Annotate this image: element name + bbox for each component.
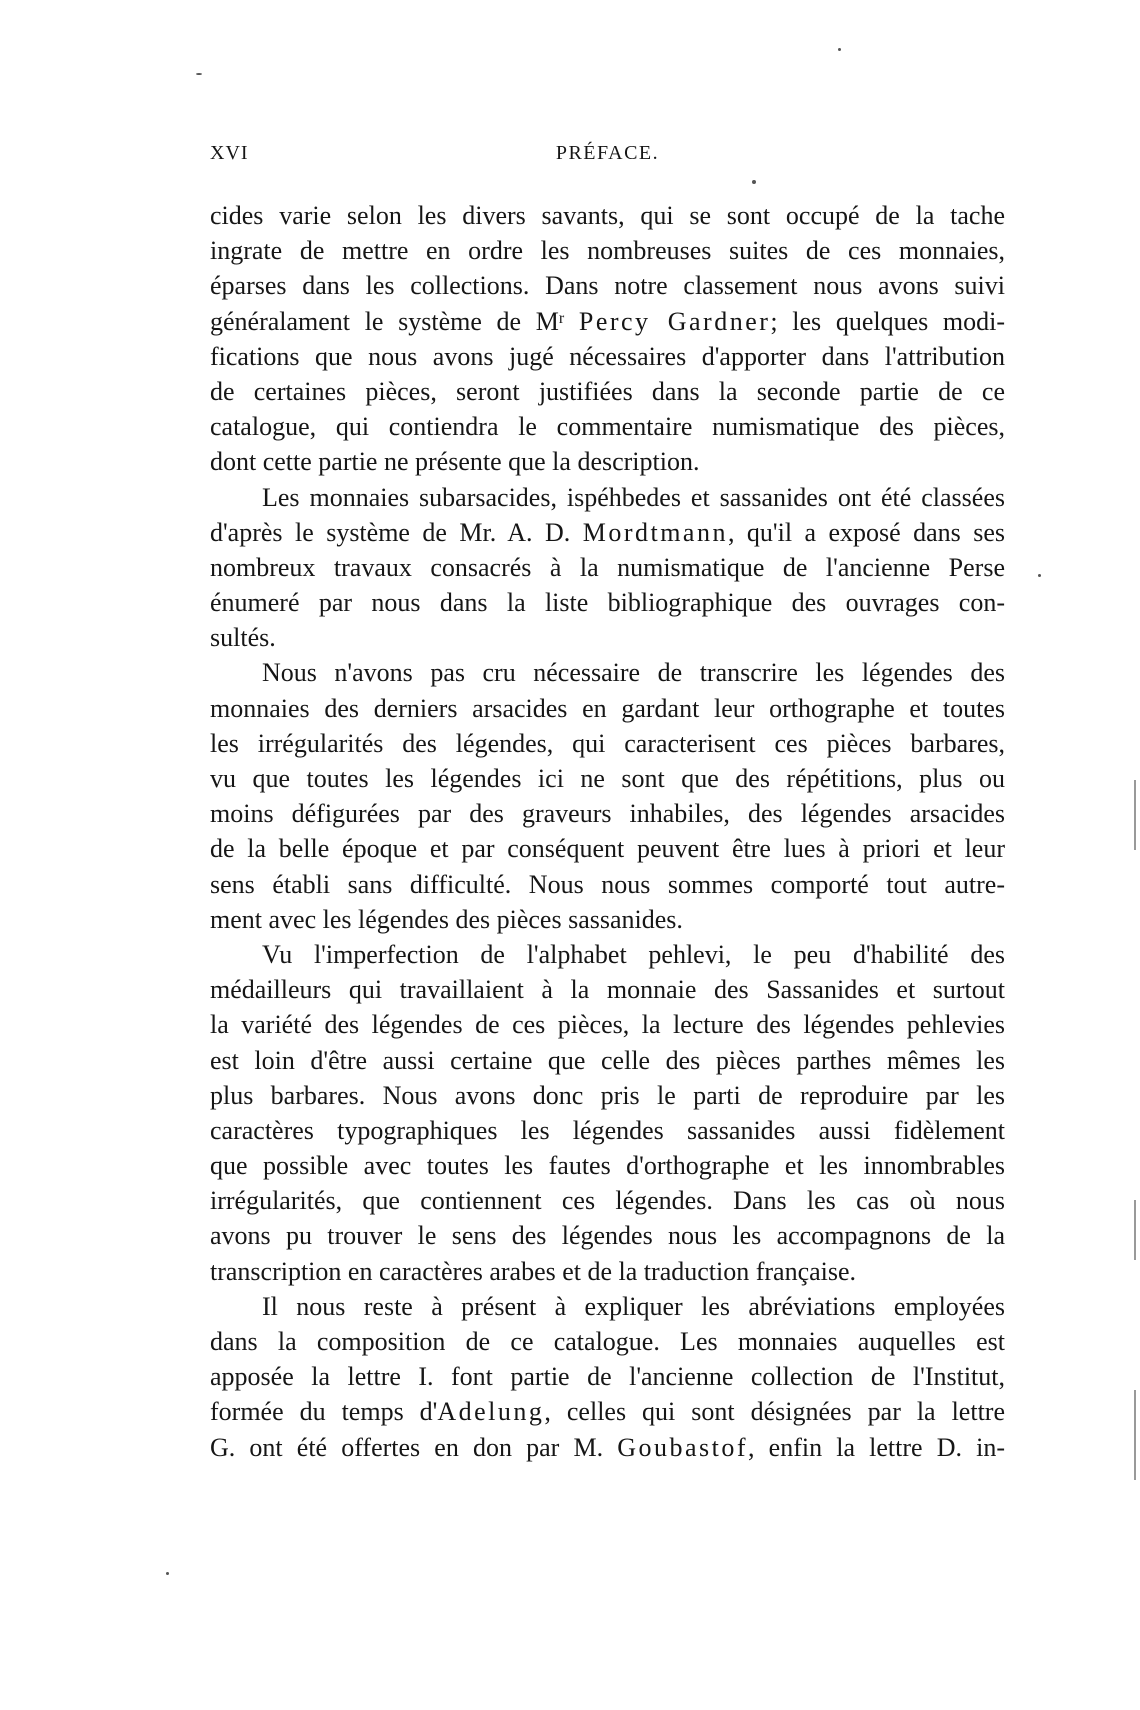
- person-name: Goubastof: [617, 1432, 749, 1462]
- page-edge-mark: [1134, 780, 1136, 850]
- person-name: Adelung: [437, 1397, 545, 1427]
- text-line: vu que toutes les légendes ici ne sont que des répétitions, plus ou: [210, 764, 1005, 793]
- text-line: médailleurs qui travaillaient à la monnaie des Sassanides et surtout: [210, 975, 1005, 1005]
- paragraph-3: [210, 655, 1005, 937]
- scan-speck: [196, 73, 202, 75]
- text-line: [210, 1430, 1005, 1465]
- text-line: [210, 304, 1005, 339]
- text-line: [210, 1394, 1005, 1429]
- text-line: Vu l'imperfection de l'alphabet pehlevi, le peu d'habilité des: [262, 939, 1005, 969]
- text-run: , celles qui sont désignées par la lettre: [544, 1397, 1005, 1427]
- text-line: dans la composition de ce catalogue. Les monnaies auquelles est: [210, 1327, 1005, 1356]
- paragraph-4: [210, 937, 1005, 1289]
- page-edge-mark: [1134, 1200, 1136, 1260]
- text-run: , enfin la lettre D. in-: [748, 1432, 1005, 1462]
- scan-speck: [838, 48, 841, 51]
- text-line: la variété des légendes de ces pièces, la lecture des légendes pehlevies: [210, 1010, 1005, 1040]
- text-line: énumeré par nous dans la liste bibliographique des ouvrages con-: [210, 588, 1005, 618]
- text-line: ingrate de mettre en ordre les nombreuses suites de ces monnaies,: [210, 236, 1005, 266]
- text-run: ; les quelques modi-: [770, 306, 1005, 336]
- text-run: généralament le système de M: [210, 306, 559, 336]
- text-line: monnaies des derniers arsacides en gardant leur orthographe et toutes: [210, 693, 1005, 723]
- paragraph-1: [210, 198, 1005, 480]
- person-name: Mordtmann: [582, 517, 728, 547]
- text-line: Il nous reste à présent à expliquer les abréviations employées: [262, 1291, 1005, 1321]
- text-line: catalogue, qui contiendra le commentaire numismatique des pièces,: [210, 412, 1005, 442]
- scan-speck: [1038, 574, 1041, 577]
- running-title: PRÉFACE.: [555, 142, 660, 164]
- text-line: de certaines pièces, seront justifiées dans la seconde partie de ce: [210, 376, 1005, 406]
- text-line: éparses dans les collections. Dans notre classement nous avons suivi: [210, 271, 1005, 301]
- text-run: , qu'il a exposé dans ses: [727, 517, 1005, 547]
- scan-speck: [166, 1572, 169, 1575]
- text-line: Nous n'avons pas cru nécessaire de transcrire les légendes des: [262, 658, 1005, 688]
- person-name: Percy Gardner: [578, 306, 771, 336]
- text-line: de la belle époque et par conséquent peuvent être lues à priori et leur: [210, 834, 1005, 864]
- text-line: apposée la lettre I. font partie de l'ancienne collection de l'Institut,: [210, 1362, 1005, 1392]
- text-line: est loin d'être aussi certaine que celle des pièces parthes mêmes les: [210, 1045, 1005, 1075]
- text-line: avons pu trouver le sens des légendes nous les accompagnons de la: [210, 1221, 1005, 1251]
- paragraph-2: [210, 480, 1005, 656]
- text-line: plus barbares. Nous avons donc pris le parti de reproduire par les: [210, 1080, 1005, 1110]
- text-line: les irrégularités des légendes, qui caracterisent ces pièces barbares,: [210, 728, 1005, 758]
- text-line: caractères typographiques les légendes sassanides aussi fidèlement: [210, 1115, 1005, 1145]
- paragraph-5: [210, 1289, 1005, 1465]
- text-line: transcription en caractères arabes et de la traduction française.: [210, 1256, 857, 1286]
- text-line: moins défigurées par des graveurs inhabiles, des légendes arsacides: [210, 799, 1005, 829]
- text-line: cides varie selon les divers savants, qui se sont occupé de la tache: [210, 201, 1005, 230]
- scan-speck: [752, 180, 756, 184]
- text-line: [210, 515, 1005, 550]
- page-edge-mark: [1134, 1390, 1136, 1480]
- text-line: nombreux travaux consacrés à la numismatique de l'ancienne Perse: [210, 552, 1005, 582]
- text-run: d'après le système de Mr. A. D.: [210, 517, 571, 547]
- text-line: sens établi sans difficulté. Nous nous sommes comporté tout autre-: [210, 869, 1005, 899]
- text-line: dont cette partie ne présente que la description.: [210, 447, 700, 477]
- text-run: formée du temps d': [210, 1397, 438, 1427]
- page-number: XVI: [210, 142, 249, 164]
- text-line: ment avec les légendes des pièces sassanides.: [210, 904, 683, 934]
- text-line: Les monnaies subarsacides, ispéhbedes et sassanides ont été classées: [262, 482, 1005, 512]
- superscript: r: [558, 309, 565, 327]
- text-line: que possible avec toutes les fautes d'orthographe et les innombrables: [210, 1151, 1005, 1181]
- text-line: irrégularités, que contiennent ces légendes. Dans les cas où nous: [210, 1186, 1005, 1216]
- page-header: [210, 142, 1005, 172]
- text-line: fications que nous avons jugé nécessaires d'apporter dans l'attribution: [210, 341, 1005, 371]
- text-run: G. ont été offertes en don par M.: [210, 1432, 604, 1462]
- text-line: sultés.: [210, 623, 276, 653]
- body-text: [210, 198, 1005, 1465]
